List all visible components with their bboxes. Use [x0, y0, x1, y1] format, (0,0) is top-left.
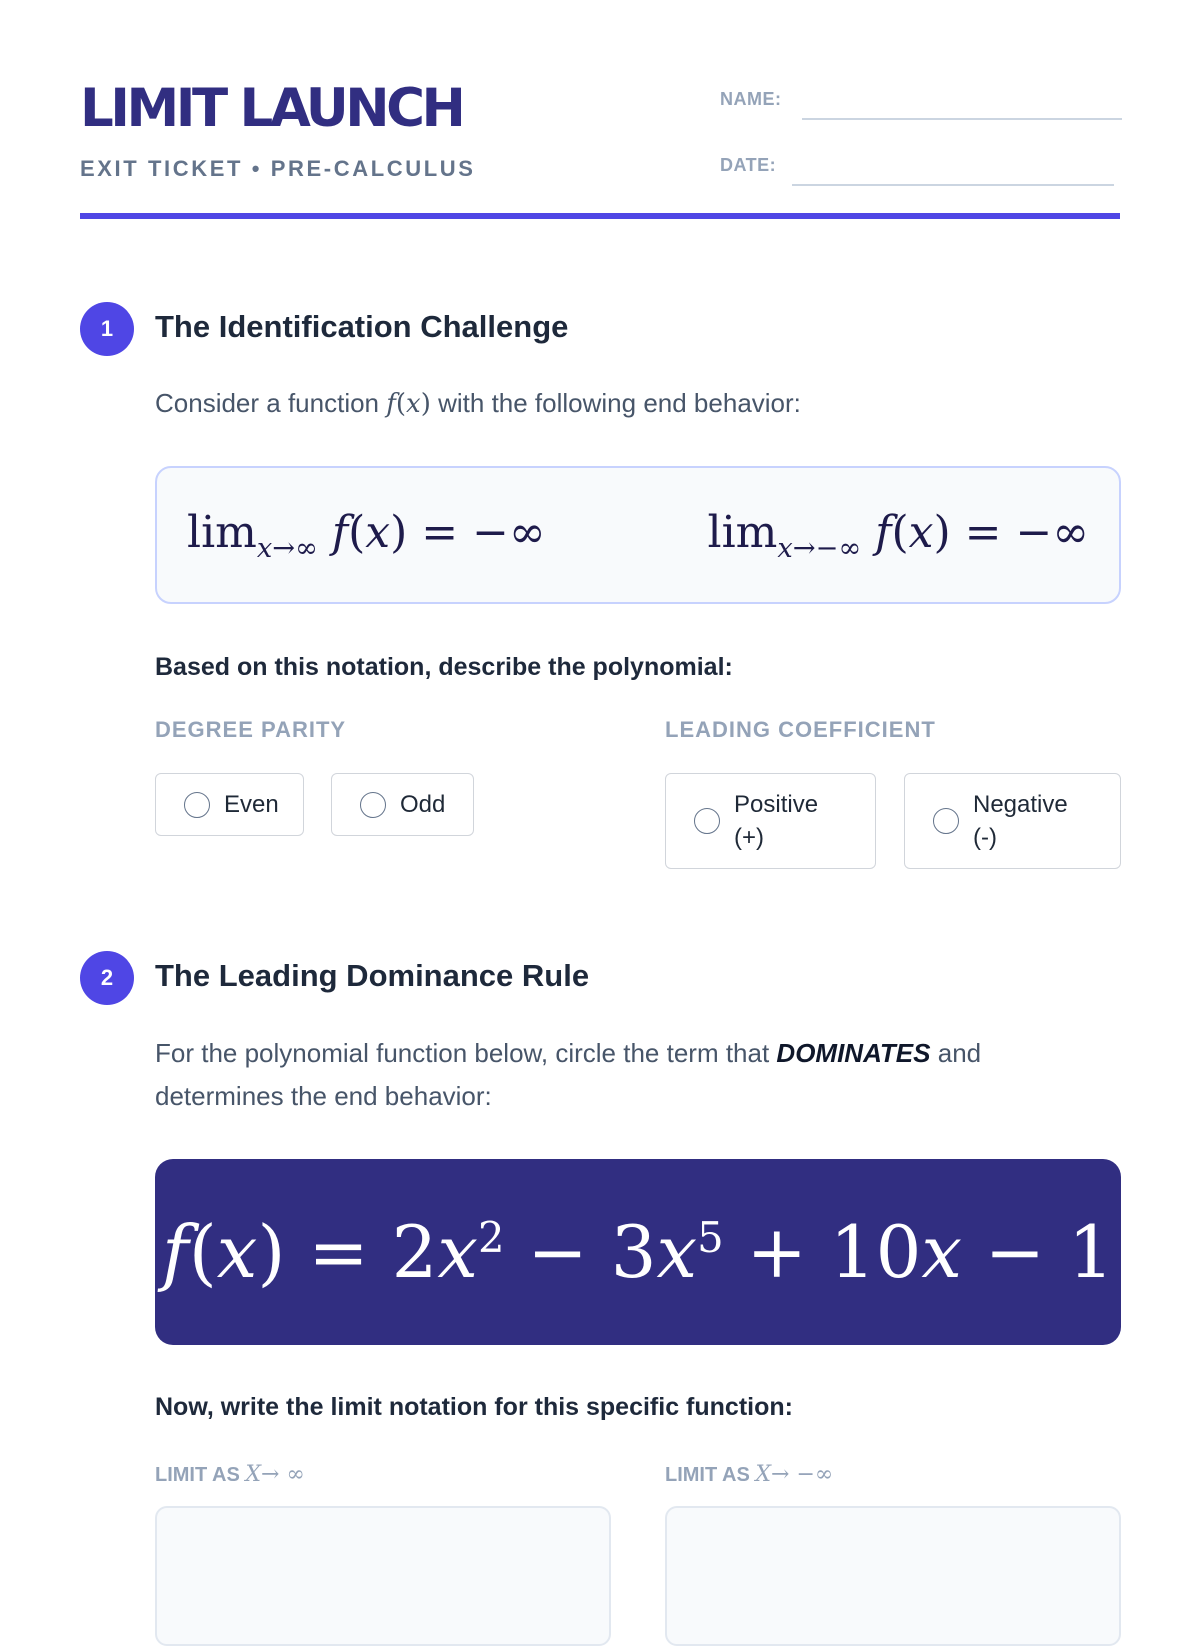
end-behavior-box — [155, 466, 1121, 604]
limit-positive-infinity: $\lim_{x\to\infty} f(x)$ = −∞ — [187, 506, 546, 564]
option-negative[interactable] — [904, 773, 1121, 869]
header-divider — [80, 213, 1120, 219]
leading-coefficient-label: LEADING COEFFICIENT — [665, 717, 936, 742]
option-even[interactable] — [155, 773, 304, 836]
intro-text-before: Consider a function — [155, 388, 380, 418]
polynomial-function: $f(x) = 2x^2 - 3x^5 + 10x - 1$ — [162, 1210, 1114, 1294]
limit-direction-math: X→ −∞ — [755, 1462, 834, 1487]
section-instructions — [155, 1032, 1075, 1118]
option-label — [973, 788, 1068, 854]
option-label-line1: Negative — [973, 791, 1068, 818]
polynomial-prompt: Based on this notation, describe the polynomial: — [155, 653, 733, 681]
limit-negative-infinity: $\lim_{x\to-\infty} f(x)$ = −∞ — [707, 506, 1089, 564]
option-label-line2: (-) — [973, 824, 997, 851]
radio-circle-icon[interactable] — [184, 792, 210, 818]
answer-box-negative-infinity[interactable] — [665, 1506, 1121, 1646]
section-title: The Leading Dominance Rule — [155, 958, 590, 993]
limit-positive-label — [155, 1462, 305, 1487]
worksheet-title: LIMIT LAUNCH — [80, 78, 463, 139]
polynomial-function-box — [155, 1159, 1121, 1345]
date-label: DATE: — [720, 155, 777, 175]
option-label-line1: Positive — [734, 791, 819, 818]
option-odd[interactable] — [331, 773, 474, 836]
limit-notation-prompt: Now, write the limit notation for this specific function: — [155, 1393, 793, 1421]
radio-circle-icon[interactable] — [694, 808, 720, 834]
degree-parity-label: DEGREE PARITY — [155, 717, 347, 742]
function-notation: f(x) — [386, 389, 431, 419]
date-field[interactable] — [792, 184, 1114, 186]
option-label: Even — [224, 791, 279, 818]
emphasis-dominates: DOMINATES — [776, 1038, 931, 1068]
section-number-badge: 1 — [80, 302, 134, 356]
section-intro — [155, 382, 801, 426]
limit-label-text: LIMIT AS — [155, 1464, 240, 1486]
answer-box-positive-infinity[interactable] — [155, 1506, 611, 1646]
name-label: NAME: — [720, 89, 782, 109]
instruction-text-before: For the polynomial function below, circle the term that — [155, 1038, 770, 1068]
limit-label-text: LIMIT AS — [665, 1464, 750, 1486]
limit-negative-label — [665, 1462, 833, 1487]
radio-circle-icon[interactable] — [933, 808, 959, 834]
intro-text-after: with the following end behavior: — [438, 388, 801, 418]
worksheet-subtitle: EXIT TICKET • PRE-CALCULUS — [80, 156, 476, 181]
limit-direction-math: X→ ∞ — [245, 1462, 305, 1487]
option-label — [734, 788, 818, 854]
instruction-text-after: and determines the end behavior: — [155, 1038, 982, 1111]
option-positive[interactable] — [665, 773, 876, 869]
section-number-badge: 2 — [80, 951, 134, 1005]
section-title: The Identification Challenge — [155, 309, 569, 344]
radio-circle-icon[interactable] — [360, 792, 386, 818]
option-label-line2: (+) — [734, 824, 764, 851]
name-field[interactable] — [802, 118, 1122, 120]
option-label: Odd — [400, 791, 446, 818]
